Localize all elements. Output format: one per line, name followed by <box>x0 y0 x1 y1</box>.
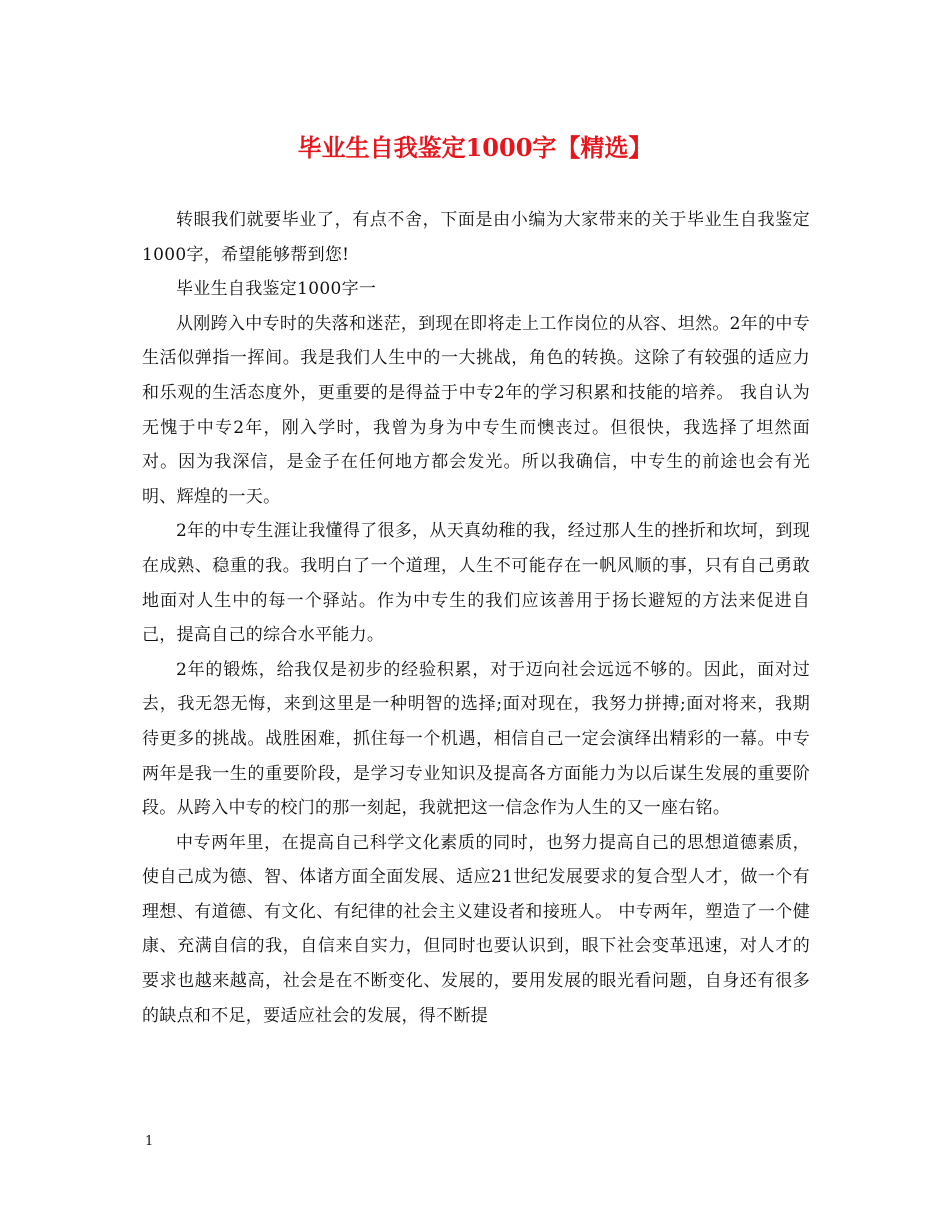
paragraph-4: 中专两年里，在提高自己科学文化素质的同时，也努力提高自己的思想道德素质，使自己成为德、智、体诸方面全面发展、适应21世纪发展要求的复合型人才，做一个有理想、有道德、有文化、有纪律的社会主义建设者和接班人。 中专两年，塑造了一个健康、充满自信的我，自信来自实力，但同时也要认识到，眼下社会变革迅速，对人才的要求也越来越高，社会是在不断变化、发展的，要用发展的眼光看问题，自身还有很多的缺点和不足，要适应社会的发展，得不断提 <box>142 832 810 1026</box>
paragraph-section-heading: 毕业生自我鉴定1000字一 <box>176 279 377 300</box>
document-title: 毕业生自我鉴定1000字【精选】 <box>297 133 653 162</box>
paragraph-3: 2年的锻炼，给我仅是初步的经验积累，对于迈向社会远远不够的。因此，面对过去，我无怨无悔，来到这里是一种明智的选择;面对现在，我努力拼搏;面对将来，我期待更多的挑战。战胜困难，抓住每一个机遇，相信自己一定会演绎出精彩的一幕。中专两年是我一生的重要阶段，是学习专业知识及提高各方面能力为以后谋生发展的重要阶段。从跨入中专的校门的那一刻起，我就把这一信念作为人生的又一座右铭。 <box>142 659 810 819</box>
paragraph-1: 从刚跨入中专时的失落和迷茫，到现在即将走上工作岗位的从容、坦然。2年的中专生活似弹指一挥间。我是我们人生中的一大挑战，角色的转换。这除了有较强的适应力和乐观的生活态度外，更重要的是得益于中专2年的学习积累和技能的培养。 我自认为无愧于中专2年，刚入学时，我曾为身为中专生而懊丧过。但很快，我选择了坦然面对。因为我深信，是金子在任何地方都会发光。所以我确信，中专生的前途也会有光明、辉煌的一天。 <box>142 313 810 507</box>
paragraph-2: 2年的中专生涯让我懂得了很多，从天真幼稚的我，经过那人生的挫折和坎坷，到现在成熟、稳重的我。我明白了一个道理，人生不可能存在一帆风顺的事，只有自己勇敢地面对人生中的每一个驿站。作为中专生的我们应该善用于扬长避短的方法来促进自己，提高自己的综合水平能力。 <box>142 521 810 646</box>
document-body <box>142 203 810 1033</box>
page-number: 1 <box>145 1134 154 1149</box>
paragraph-intro: 转眼我们就要毕业了，有点不舍，下面是由小编为大家带来的关于毕业生自我鉴定1000字，希望能够帮到您! <box>142 210 810 265</box>
